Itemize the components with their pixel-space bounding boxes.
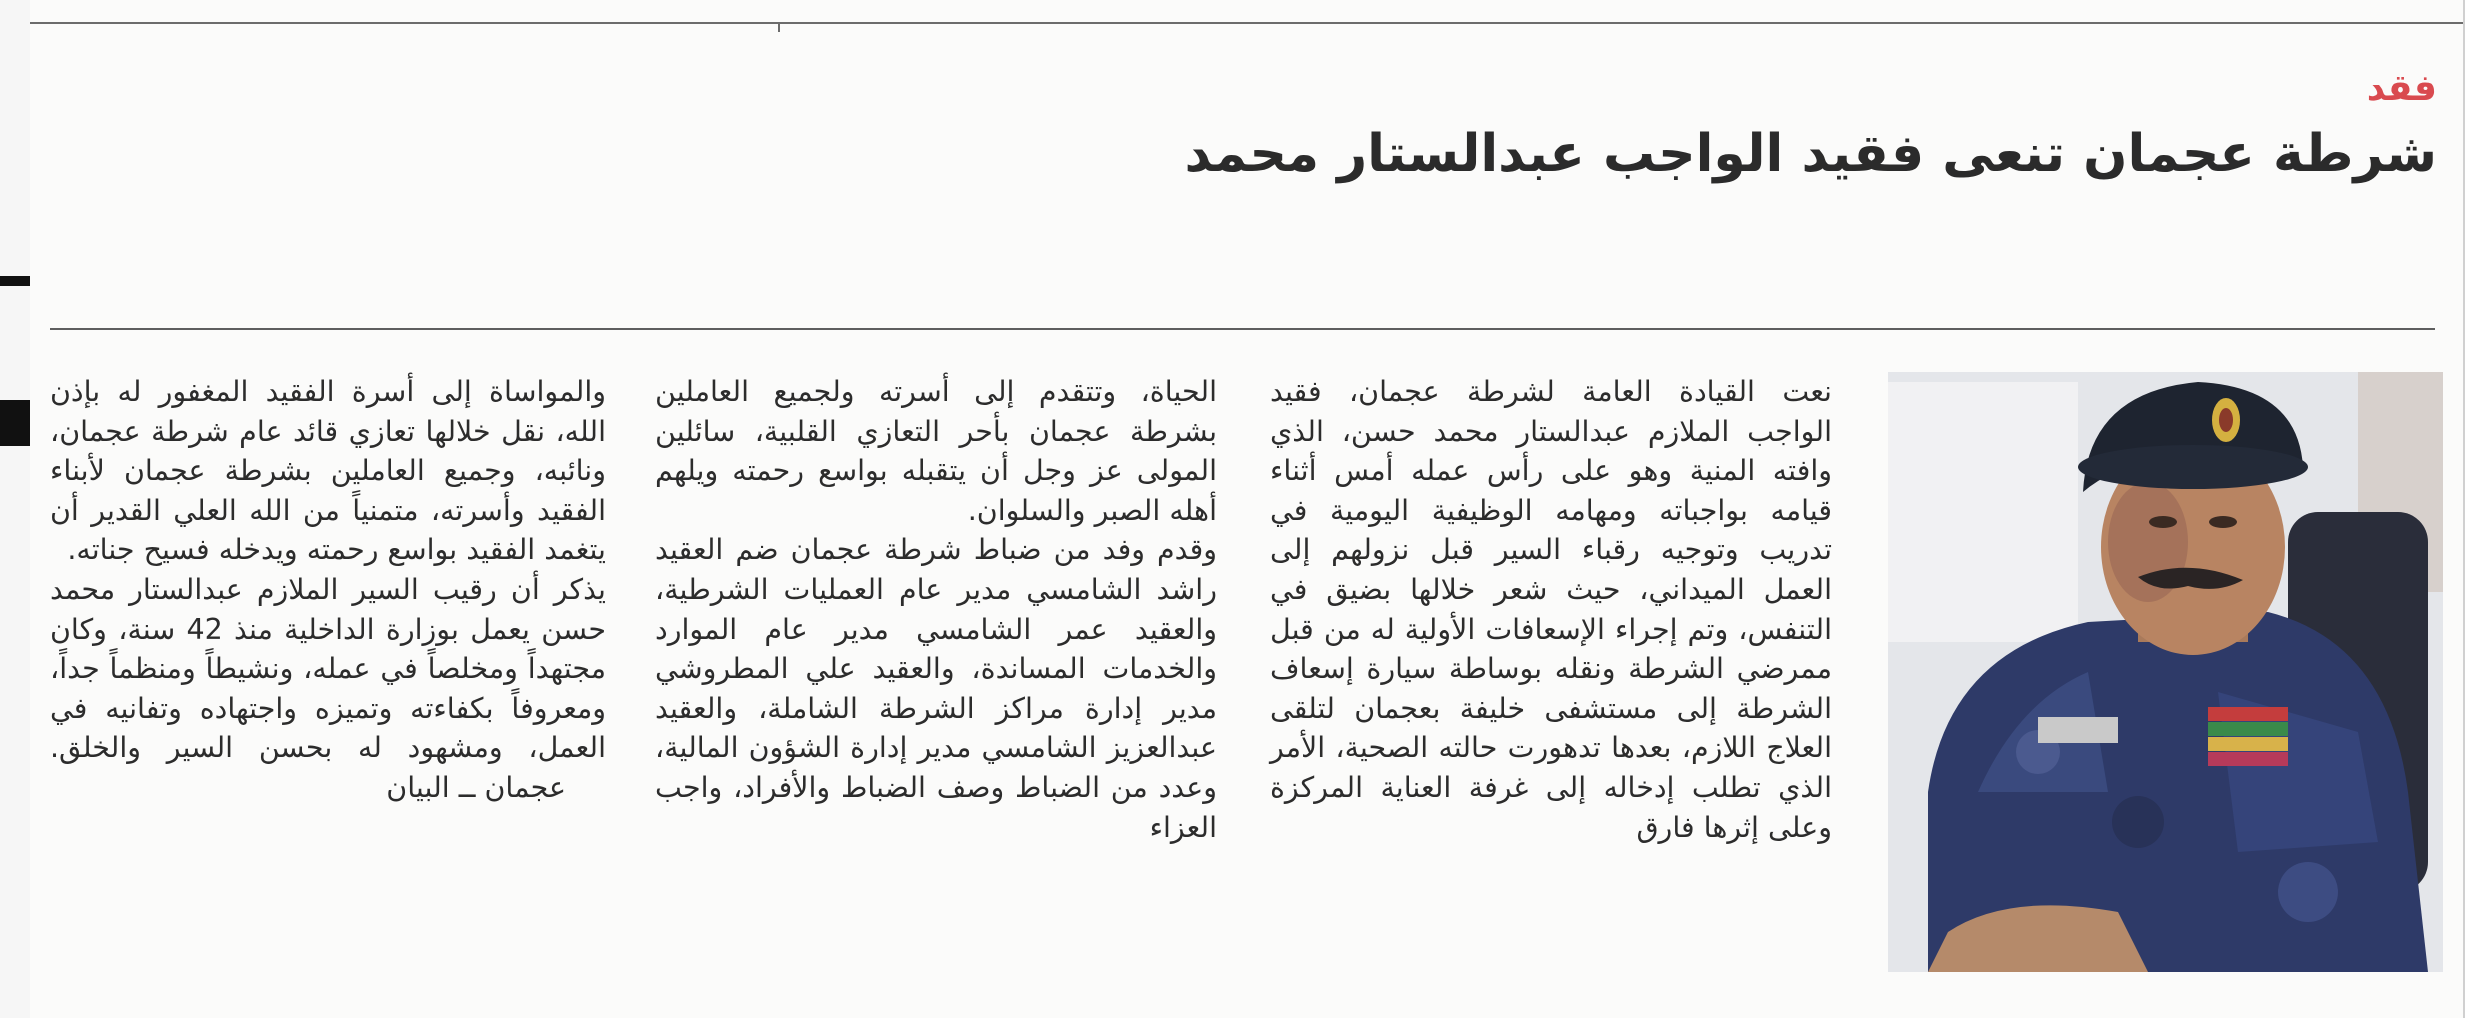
scan-edge-mark [0,400,30,446]
article-column-3 [50,372,606,982]
article-column-2 [655,372,1217,982]
page-edge [2463,0,2475,1018]
paragraph-text: يذكر أن رقيب السير الملازم عبدالستار محمد حسن يعمل بوزارة الداخلية منذ 42 سنة، وكان مجتهداً ومخلصاً في عمله، ونشيطاً ومنظماً جداً، ومعروفاً بكفاءته وتميزه واجتهاده وتفانيه في العمل، ومشهود له بحسن السير والخلق. [50,572,606,765]
paragraph: نعت القيادة العامة لشرطة عجمان، فقيد الواجب الملازم عبدالستار محمد حسن، الذي وافته المنية وهو على رأس عمله أمس أثناء قيامه بواجباته ومهامه الوظيفية اليومية في تدريب وتوجيه رقباء السير قبل نزولهم إلى العمل الميداني، حيث شعر خلالها بضيق في التنفس، وتم إجراء الإسعافات الأولية له من قبل ممرضي الشرطة ونقله بوساطة سيارة إسعاف الشرطة إلى مستشفى خليفة بعجمان لتلقى العلاج اللازم، بعدها تدهورت حالته الصحية، الأمر الذي تطلب إدخاله إلى غرفة العناية المركزة وعلى إثرها فارق [1270,375,1832,844]
byline: عجمان ــ البيان [386,770,566,804]
page-gutter [0,0,30,1018]
article-column-1 [1270,372,1832,982]
section-kicker: فقد [2366,68,2437,109]
top-rule [30,22,2470,24]
paragraph [50,570,606,808]
paragraph: والمواساة إلى أسرة الفقيد المغفور له بإذن الله، نقل خلالها تعازي قائد عام شرطة عجمان، ونائبه، وجميع العاملين بشرطة عجمان لأبناء الفقيد وأسرته، متمنياً من الله العلي القدير أن يتغمد الفقيد بواسع رحمته ويدخله فسيح جناته. [50,375,606,567]
paragraph: الحياة، وتتقدم إلى أسرته ولجميع العاملين بشرطة عجمان بأحر التعازي القلبية، سائلين المولى عز وجل أن يتقبله بواسع رحمته ويلهم أهله الصبر والسلوان. [655,375,1217,527]
officer-photo [1888,372,2443,972]
top-rule-tick [778,24,780,32]
officer-illustration [1888,372,2443,972]
article-headline: شرطة عجمان تنعى فقيد الواجب عبدالستار محمد [1184,124,2437,184]
paragraph: وقدم وفد من ضباط شرطة عجمان ضم العقيد راشد الشامسي مدير عام العمليات الشرطية، والعقيد عمر الشامسي مدير عام الموارد والخدمات المساندة، والعقيد علي المطروشي مدير إدارة مراكز الشرطة الشاملة، والعقيد عبدالعزيز الشامسي مدير إدارة الشؤون المالية، وعدد من الضباط وصف الضباط والأفراد، واجب العزاء [655,533,1217,844]
scan-edge-mark [0,276,30,286]
headline-divider [50,328,2435,330]
